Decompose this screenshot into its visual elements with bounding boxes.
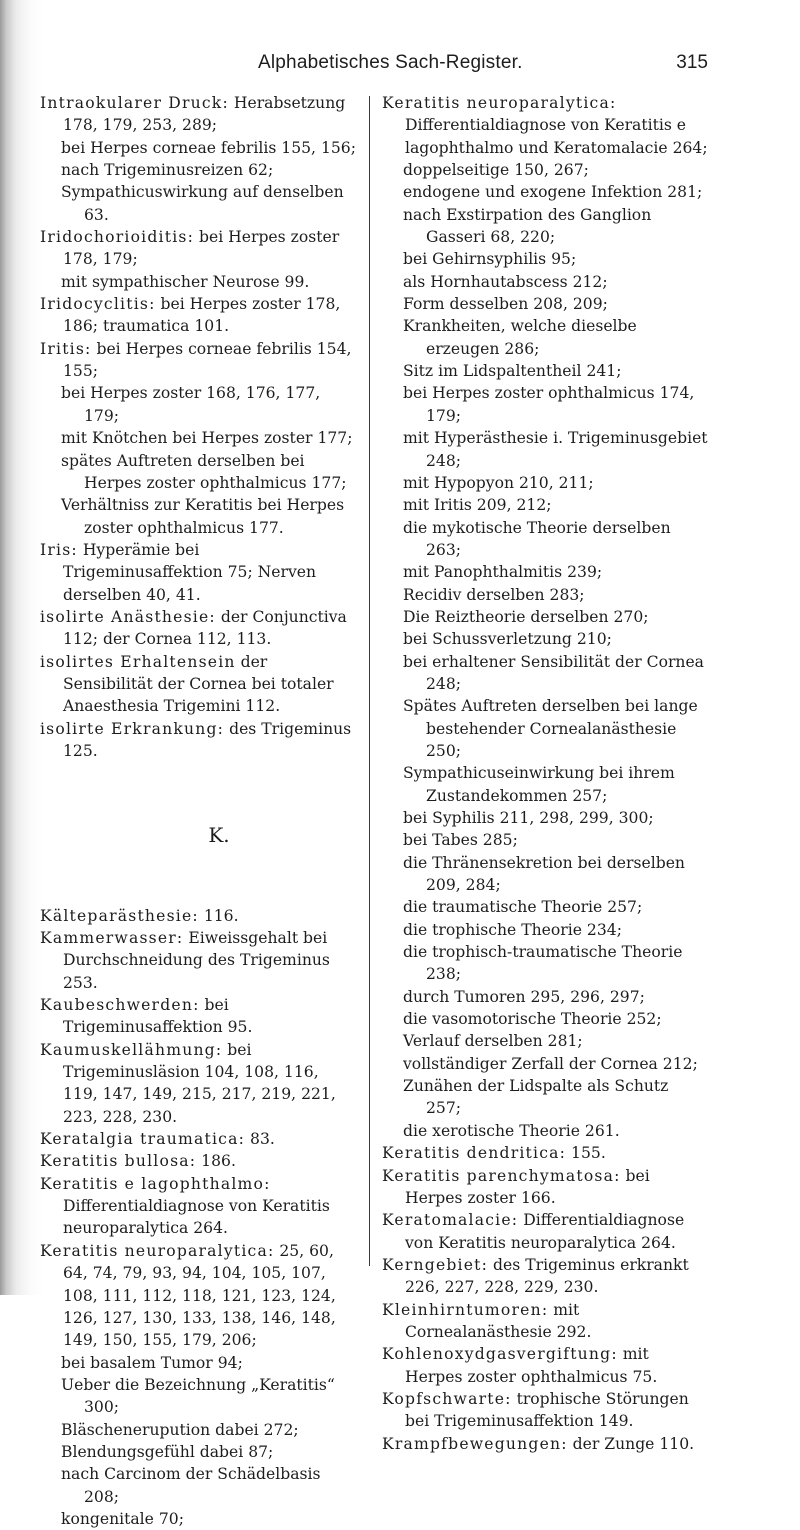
index-entry: [40, 927, 358, 994]
index-subentry: [40, 427, 358, 449]
index-references: Blendungsgefühl dabei 87;: [61, 1442, 274, 1461]
index-references: die trophische Theorie 234;: [403, 920, 622, 939]
index-entry: [40, 539, 358, 606]
index-subentry: [40, 1352, 358, 1374]
index-references: bei Herpes corneae febrilis 155, 156;: [61, 138, 356, 157]
index-subentry: [382, 606, 708, 628]
index-subentry: [382, 293, 708, 315]
index-references: bei Herpes zoster ophthalmicus 174, 179;: [403, 384, 695, 425]
index-entry: [40, 226, 358, 271]
index-references: Die Reiztheorie derselben 270;: [403, 607, 649, 626]
index-references: der Conjunctiva 112; der Cornea 112, 113.: [63, 607, 347, 649]
index-keyword: Keratitis parenchymatosa:: [382, 1166, 621, 1185]
index-subentry: [382, 561, 708, 583]
index-references: Krankheiten, welche dieselbe erzeugen 286;: [403, 317, 637, 358]
index-subentry: [382, 1053, 708, 1075]
index-references: des Trigeminus erkrankt 226, 227, 228, 229, 230.: [405, 1255, 689, 1297]
index-references: bei Herpes zoster 178, 186; traumatica 101.: [63, 295, 341, 336]
index-references: Sympathicuswirkung auf denselben 63.: [61, 183, 344, 224]
index-subentry: [382, 248, 708, 270]
index-entry: [40, 92, 358, 137]
index-keyword: Keratalgia traumatica:: [40, 1130, 246, 1149]
index-references: nach Exstirpation des Ganglion Gasseri 68, 220;: [403, 205, 652, 247]
index-keyword: Kammerwasser:: [40, 929, 184, 947]
index-references: bei Herpes zoster 166.: [405, 1166, 650, 1207]
index-entry: [40, 293, 358, 338]
index-subentry: [382, 896, 708, 918]
index-references: Differentialdiagnose von Keratitis neuroparalytica 264.: [63, 1197, 330, 1238]
index-subentry: [382, 1008, 708, 1030]
index-entry: [40, 718, 358, 763]
index-subentry: [382, 1030, 708, 1052]
index-entry: [382, 1209, 708, 1254]
index-references: durch Tumoren 295, 296, 297;: [403, 987, 645, 1006]
index-subentry: [40, 1419, 358, 1441]
index-subentry: [382, 181, 708, 203]
index-subentry: [40, 1441, 358, 1463]
index-subentry: [382, 517, 708, 562]
page-header: [258, 52, 708, 82]
index-entry: [40, 606, 358, 651]
index-references: bei Tabes 285;: [403, 831, 518, 850]
index-subentry: [40, 1463, 358, 1508]
index-subentry: [382, 204, 708, 249]
index-keyword: Keratomalacie:: [382, 1211, 519, 1230]
index-subentry: [40, 1374, 358, 1419]
index-references: des Trigeminus 125.: [63, 719, 352, 760]
index-references: die trophisch-traumatische Theorie 238;: [403, 943, 683, 984]
index-subentry: [382, 986, 708, 1008]
index-subentry: [382, 762, 708, 807]
index-references: 116.: [198, 906, 239, 925]
index-keyword: Iridochorioiditis:: [40, 228, 195, 247]
index-references: spätes Auftreten derselben bei Herpes zoster ophthalmicus 177;: [61, 451, 347, 492]
index-subentry: [382, 159, 708, 181]
index-keyword: isolirtes Erhaltensein: [40, 652, 236, 671]
index-subentry: [40, 137, 358, 159]
index-references: 155.: [566, 1144, 606, 1163]
section-letter: K.: [208, 823, 230, 848]
index-references: Sitz im Lidspaltentheil 241;: [403, 362, 622, 381]
index-references: nach Trigeminusreizen 62;: [61, 161, 274, 180]
index-references: Differentialdiagnose von Keratitis neuroparalytica 264.: [405, 1211, 685, 1252]
index-references: 186.: [196, 1152, 236, 1171]
index-references: die mykotische Theorie derselben 263;: [403, 518, 671, 559]
index-references: Bläschenerupution dabei 272;: [61, 1420, 299, 1439]
index-subentry: [40, 271, 358, 293]
index-subentry: [382, 651, 708, 696]
index-subentry: [382, 807, 708, 829]
index-references: kongenitale 70;: [61, 1509, 184, 1528]
index-keyword: Kopfschwarte:: [382, 1389, 512, 1408]
index-list-k: [40, 905, 358, 1530]
index-references: Differentialdiagnose von Keratitis e lagophthalmo und Keratomalacie 264;: [405, 116, 708, 157]
index-references: bei erhaltener Sensibilität der Cornea 248;: [403, 652, 704, 693]
index-references: bei Herpes zoster 178, 179;: [63, 228, 340, 269]
index-subentry: [40, 382, 358, 427]
index-subentry: [382, 315, 708, 360]
index-subentry: [382, 472, 708, 494]
index-references: bei Gehirnsyphilis 95;: [403, 250, 577, 269]
index-references: 83.: [245, 1130, 275, 1149]
index-subentry: [382, 427, 708, 472]
index-references: mit sympathischer Neurose 99.: [61, 272, 310, 291]
index-keyword: isolirte Erkrankung:: [40, 719, 225, 738]
index-references: Ueber die Bezeichnung „Keratitis“ 300;: [61, 1375, 335, 1417]
index-references: die traumatische Theorie 257;: [403, 898, 643, 917]
index-entry: [382, 1165, 708, 1210]
index-keyword: Kerngebiet:: [382, 1255, 489, 1274]
index-references: 25, 60, 64, 74, 79, 93, 94, 104, 105, 107, 108, 111, 112, 118, 121, 123, 124, 126, 127, 130, 133, 138, 146, 148, 149, 150, 155, 179, 206;: [63, 1241, 336, 1350]
index-keyword: Iritis:: [40, 339, 92, 358]
index-references: Herabsetzung 178, 179, 253, 289;: [63, 94, 346, 135]
index-references: nach Carcinom der Schädelbasis 208;: [61, 1465, 321, 1506]
index-references: mit Hyperästhesie i. Trigeminusgebiet 248;: [403, 429, 708, 470]
index-entry: [40, 994, 358, 1039]
index-subentry: [40, 494, 358, 539]
index-entry: [382, 1388, 708, 1433]
index-subentry: [382, 919, 708, 941]
column-divider: [369, 96, 370, 1266]
index-subentry: [382, 382, 708, 427]
index-keyword: Krampfbewegungen:: [382, 1434, 568, 1453]
index-references: bei Schussverletzung 210;: [403, 630, 612, 649]
index-references: bei Herpes corneae febrilis 154, 155;: [63, 339, 352, 381]
index-keyword: Kälteparästhesie:: [40, 906, 199, 925]
index-references: endogene und exogene Infektion 281;: [403, 183, 703, 202]
index-references: bei Trigeminusläsion 104, 108, 116, 119, 147, 149, 215, 217, 219, 221, 223, 228, 230.: [63, 1040, 336, 1126]
index-references: trophische Störungen bei Trigeminusaffektion 149.: [405, 1389, 689, 1431]
index-references: Verlauf derselben 281;: [403, 1032, 583, 1051]
index-references: bei Herpes zoster 168, 176, 177, 179;: [61, 384, 321, 425]
index-keyword: isolirte Anästhesie:: [40, 607, 216, 626]
index-subentry: [382, 360, 708, 382]
index-entry: [382, 1254, 708, 1299]
index-subentry: [382, 271, 708, 293]
index-keyword: Intraokularer Druck:: [40, 94, 229, 112]
index-references: vollständiger Zerfall der Cornea 212;: [403, 1054, 698, 1073]
index-references: die Thränensekretion bei derselben 209, 284;: [403, 853, 685, 895]
index-keyword: Iris:: [40, 540, 78, 559]
index-references: mit Herpes zoster ophthalmicus 75.: [405, 1345, 658, 1386]
index-references: mit Knötchen bei Herpes zoster 177;: [61, 429, 353, 448]
index-entry: [40, 1128, 358, 1150]
index-references: der Zunge 110.: [567, 1434, 695, 1453]
index-keyword: Keratitis e lagophthalmo:: [40, 1174, 271, 1193]
index-references: doppelseitige 150, 267;: [403, 161, 589, 180]
index-references: Sympathicuseinwirkung bei ihrem Zustandekommen 257;: [403, 764, 675, 805]
index-references: Verhältniss zur Keratitis bei Herpes zoster ophthalmicus 177.: [61, 496, 345, 537]
index-references: mit Hypopyon 210, 211;: [403, 473, 594, 492]
index-keyword: Kohlenoxydgasvergiftung:: [382, 1345, 618, 1364]
index-subentry: [40, 1508, 358, 1530]
index-references: Recidiv derselben 283;: [403, 585, 585, 604]
index-subentry: [382, 628, 708, 650]
index-references: Eiweissgehalt bei Durchschneidung des Trigeminus 253.: [63, 929, 330, 992]
index-subentry: [382, 1120, 708, 1142]
index-references: der Sensibilität der Cornea bei totaler Anaesthesia Trigemini 112.: [63, 652, 334, 716]
index-entry: [40, 905, 358, 927]
index-references: Hyperämie bei Trigeminusaffektion 75; Nerven derselben 40, 41.: [63, 540, 317, 604]
index-references: Zunähen der Lidspalte als Schutz 257;: [403, 1077, 669, 1118]
index-entry: [40, 1173, 358, 1240]
index-entry: [40, 1150, 358, 1172]
index-list-i: [40, 92, 358, 762]
index-references: bei Trigeminusaffektion 95.: [63, 996, 253, 1037]
index-references: Form desselben 208, 209;: [403, 295, 608, 314]
index-keyword: Keratitis dendritica:: [382, 1144, 567, 1163]
index-subentry: [40, 159, 358, 181]
header-title: Alphabetisches Sach-Register.: [258, 52, 523, 73]
index-subentry: [382, 829, 708, 851]
index-entry: [40, 1039, 358, 1128]
index-keyword: Keratitis neuroparalytica:: [382, 94, 617, 112]
index-keyword: Kaubeschwerden:: [40, 996, 200, 1015]
index-references: mit Panophthalmitis 239;: [403, 563, 603, 582]
index-entry: [382, 1142, 708, 1164]
index-references: Spätes Auftreten derselben bei lange bestehender Cornealanästhesie 250;: [403, 697, 698, 760]
index-references: die vasomotorische Theorie 252;: [403, 1010, 662, 1029]
index-keyword: Kaumuskellähmung:: [40, 1040, 223, 1059]
index-entry: [382, 1299, 708, 1344]
index-subentry: [382, 494, 708, 516]
index-references: mit Iritis 209, 212;: [403, 496, 552, 515]
right-column: [382, 92, 708, 1455]
index-keyword: Kleinhirntumoren:: [382, 1300, 549, 1319]
index-entry: [40, 651, 358, 718]
index-references: bei basalem Tumor 94;: [61, 1353, 243, 1372]
index-subentry: [382, 1075, 708, 1120]
index-keyword: Keratitis neuroparalytica:: [40, 1241, 275, 1260]
index-references: als Hornhautabscess 212;: [403, 272, 608, 291]
index-entry: [40, 338, 358, 383]
index-references: bei Syphilis 211, 298, 299, 300;: [403, 809, 654, 827]
index-keyword: Keratitis bullosa:: [40, 1152, 197, 1171]
index-subentry: [382, 695, 708, 762]
index-entry: [382, 92, 708, 159]
index-list-k-continued: [382, 92, 708, 1455]
index-subentry: [382, 852, 708, 897]
index-entry: [382, 1343, 708, 1388]
index-subentry: [382, 941, 708, 986]
index-subentry: [382, 584, 708, 606]
index-subentry: [40, 450, 358, 495]
index-keyword: Iridocyclitis:: [40, 295, 156, 314]
left-column: [40, 92, 358, 1530]
index-references: mit Cornealanästhesie 292.: [405, 1300, 592, 1341]
index-entry: [40, 1240, 358, 1352]
index-references: die xerotische Theorie 261.: [403, 1121, 620, 1140]
index-subentry: [40, 181, 358, 226]
index-entry: [382, 1433, 708, 1455]
page-number: 315: [676, 52, 708, 73]
